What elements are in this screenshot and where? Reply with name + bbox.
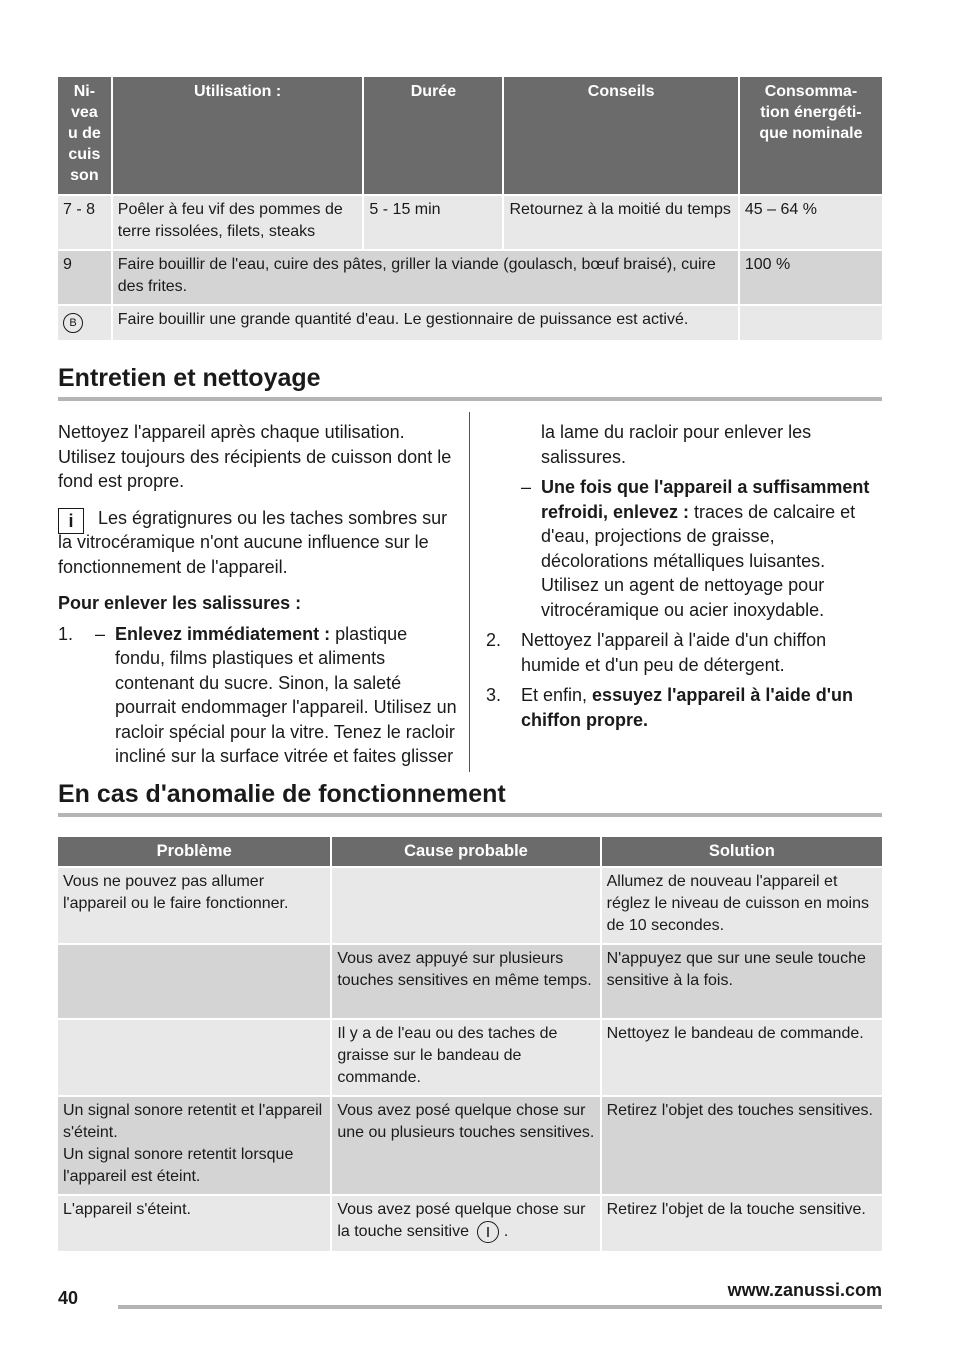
step1-body: plastique fondu, films plastiques et aliments contenant du sucre. Sinon, la saleté pourrait endommager l'appareil. Utilisez un racloir spécial pour la vitre. Tenez le racloir incliné sur la surface vitrée et faites glisser	[115, 623, 457, 766]
subheading: Pour enlever les salissures :	[58, 593, 302, 613]
table-row	[58, 868, 882, 943]
level-cell	[58, 306, 111, 340]
use-cell: Faire bouillir de l'eau, cuire des pâtes, griller la viande (goulasch, bœuf braisé), cuire des frites.	[113, 251, 738, 304]
tips-cell: Retournez à la moitié du temps	[504, 196, 737, 249]
table-row	[58, 196, 882, 249]
cooking-level-table	[56, 75, 884, 342]
table-row	[58, 1196, 882, 1251]
list-item	[486, 628, 882, 677]
table-row	[58, 1020, 882, 1095]
step3-text	[486, 683, 882, 732]
brand-url[interactable]: www.zanussi.com	[727, 1280, 882, 1300]
problem-cell: Un signal sonore retentit et l'appareil s'éteint. Un signal sonore retentit lorsque l'appareil est éteint.	[58, 1097, 330, 1194]
use-cell: Poêler à feu vif des pommes de terre rissolées, filets, steaks	[113, 196, 363, 249]
table-row	[58, 306, 882, 340]
header-duration: Durée	[364, 77, 502, 194]
cause-end: .	[499, 1223, 509, 1241]
section-rule	[58, 397, 882, 401]
table-row	[58, 1097, 882, 1194]
problem-cell	[58, 945, 330, 1018]
solution-cell: Retirez l'objet des touches sensitives.	[602, 1097, 882, 1194]
consumption-cell: 100 %	[740, 251, 882, 304]
step3-bold: essuyez l'appareil à l'aide d'un chiffon propre.	[521, 685, 853, 730]
step1b-text	[486, 475, 882, 622]
list-number: 2.	[486, 630, 502, 650]
level-cell: 7 - 8	[58, 196, 111, 249]
table-row	[58, 251, 882, 304]
cause-cell	[332, 1196, 599, 1251]
solution-cell: Nettoyez le bandeau de commande.	[602, 1020, 882, 1095]
info-icon: i	[58, 508, 84, 534]
solution-cell: N'appuyez que sur une seule touche sensitive à la fois.	[602, 945, 882, 1018]
step1-continuation: la lame du racloir pour enlever les salissures.	[541, 422, 812, 467]
header-use: Utilisation :	[113, 77, 363, 194]
header-consumption: Consomma- tion énergéti- que nominale	[740, 77, 882, 194]
cause-cell	[332, 868, 599, 943]
header-tips: Conseils	[504, 77, 737, 194]
booster-icon: B	[63, 313, 83, 333]
solution-cell: Retirez l'objet de la touche sensitive.	[602, 1196, 882, 1251]
cause-text: Vous avez posé quelque chose sur la touche sensitive	[337, 1201, 586, 1241]
section-title-troubleshooting: En cas d'anomalie de fonctionnement	[58, 780, 506, 808]
troubleshooting-table	[56, 835, 884, 1253]
consumption-cell: 45 – 64 %	[740, 196, 882, 249]
duration-cell: 5 - 15 min	[364, 196, 502, 249]
step1-bold: Enlevez immédiatement :	[115, 623, 331, 644]
problem-cell	[58, 1020, 330, 1095]
solution-cell: Allumez de nouveau l'appareil et réglez le niveau de cuisson en moins de 10 secondes.	[602, 868, 882, 943]
problem-cell: Vous ne pouvez pas allumer l'appareil ou le faire fonctionner.	[58, 868, 330, 943]
page-number: 40	[58, 1288, 79, 1308]
step2-text: Nettoyez l'appareil à l'aide d'un chiffon humide et d'un peu de détergent.	[521, 630, 827, 675]
header-level: Ni- vea u de cuis son	[58, 77, 111, 194]
list-item	[58, 622, 458, 769]
left-column	[58, 420, 458, 769]
header-cause: Cause probable	[332, 837, 599, 866]
header-problem: Problème	[58, 837, 330, 866]
step1b-bold: Une fois que l'appareil a suffisamment refroidi, enlevez :	[541, 477, 870, 522]
step1b-body: traces de calcaire et d'eau, projections de graisse, décolorations métalliques luisantes. Utilisez un agent de nettoyage pour vitrocéramique ou acier inoxydable.	[541, 501, 856, 620]
use-cell: Faire bouillir une grande quantité d'eau. Le gestionnaire de puissance est activé.	[113, 306, 738, 340]
column-divider	[469, 412, 470, 772]
level-cell: 9	[58, 251, 111, 304]
cause-cell: Vous avez appuyé sur plusieurs touches sensitives en même temps.	[332, 945, 599, 1018]
section-title-maintenance: Entretien et nettoyage	[58, 364, 321, 392]
list-number: 3.	[486, 685, 502, 705]
intro-text: Nettoyez l'appareil après chaque utilisation. Utilisez toujours des récipients de cuisson dont le fond est propre.	[58, 422, 452, 491]
step3-body: Et enfin,	[521, 685, 593, 705]
problem-cell: L'appareil s'éteint.	[58, 1196, 330, 1251]
list-number: 1.	[58, 623, 74, 644]
step1-text	[58, 622, 458, 769]
section-rule	[58, 813, 882, 817]
list-dash: –	[95, 623, 106, 644]
list-item	[486, 475, 882, 622]
cause-cell: Il y a de l'eau ou des taches de graisse sur le bandeau de commande.	[332, 1020, 599, 1095]
consumption-cell	[740, 306, 882, 340]
footer-rule	[118, 1305, 882, 1309]
header-solution: Solution	[602, 837, 882, 866]
power-icon	[477, 1221, 499, 1243]
list-dash: –	[521, 477, 532, 497]
note-text: Les égratignures ou les taches sombres sur la vitrocéramique n'ont aucune influence sur le fonctionnement de l'appareil.	[58, 507, 448, 577]
table-row	[58, 945, 882, 1018]
right-column	[486, 420, 882, 732]
cause-cell: Vous avez posé quelque chose sur une ou plusieurs touches sensitives.	[332, 1097, 599, 1194]
info-note	[58, 506, 458, 580]
list-item	[486, 683, 882, 732]
